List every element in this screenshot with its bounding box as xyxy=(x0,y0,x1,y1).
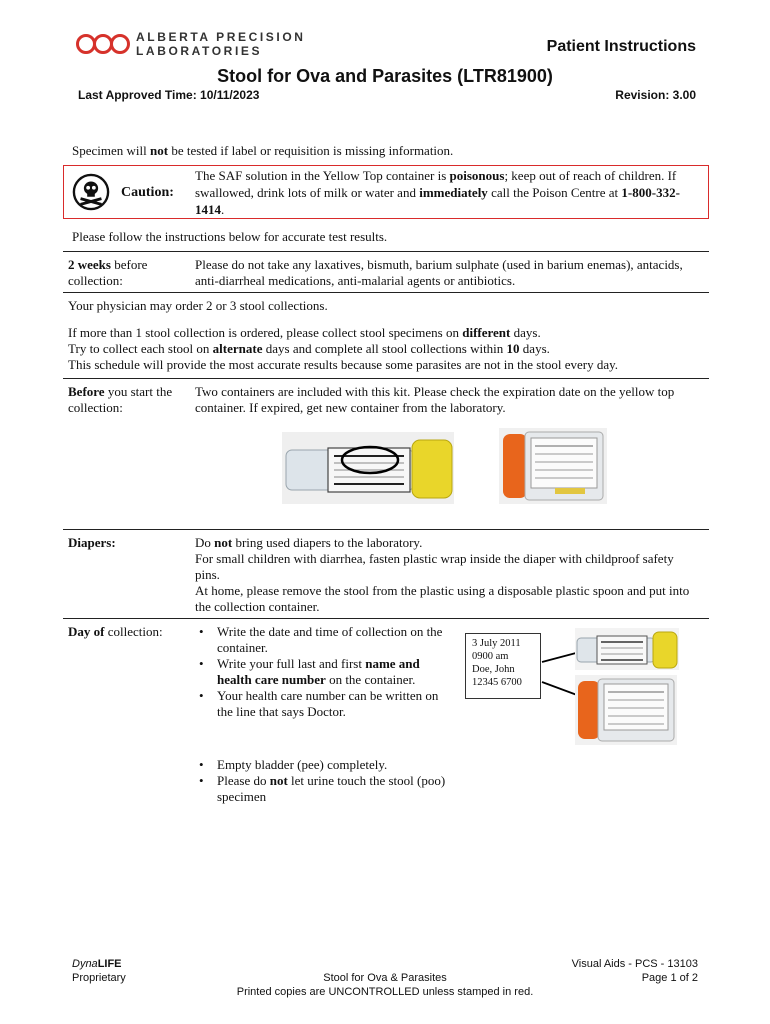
logo-line-2: LABORATORIES xyxy=(136,44,263,58)
page-title: Stool for Ova and Parasites (LTR81900) xyxy=(217,66,553,86)
day-of-steps xyxy=(195,624,457,720)
skull-crossbones-icon xyxy=(72,173,110,211)
label-example-callout: 3 July 2011 0900 am Doe, John 12345 6700 xyxy=(465,633,541,699)
yellow-top-tube-image xyxy=(282,432,454,504)
follow-instructions: Please follow the instructions below for accurate test results. xyxy=(72,229,388,244)
logo-line-1: ALBERTA PRECISION xyxy=(136,30,306,44)
physician-note: Your physician may order 2 or 3 stool collections. xyxy=(68,298,328,313)
list-item: • Please do not let urine touch the stool (poo) specimen xyxy=(195,773,457,805)
list-item: • Write the date and time of collection on the container. xyxy=(195,624,457,656)
schedule-text: If more than 1 stool collection is ordered, please collect stool specimens on different days. Try to collect each stool on alternate days and complete all stool collections within 10 days. This schedule will provide the most accurate results because some parasites are not in the stool every day. xyxy=(68,325,619,372)
logo-rings-icon xyxy=(76,34,130,54)
divider xyxy=(63,378,709,379)
before-text: Two containers are included with this kit. Please check the expiration date on the yellow top container. If expired, get new container from the laboratory. xyxy=(195,384,675,415)
labelled-container-image xyxy=(575,675,677,745)
caution-text: The SAF solution in the Yellow Top container is poisonous; keep out of reach of children. If swallowed, drink lots of milk or water and immediately call the Poison Centre at 1-800-332-1414. xyxy=(195,168,680,217)
list-item: • Write your full last and first name and health care number on the container. xyxy=(195,656,457,688)
before-label: Before you start the collection: xyxy=(68,384,173,415)
two-weeks-text: Please do not take any laxatives, bismuth, barium sulphate (used in barium enemas), antacids, anti-diarrheal medications, anti-malarial agents or antibiotics. xyxy=(195,257,683,288)
orange-top-container-image xyxy=(499,428,607,504)
revision: Revision: 3.00 xyxy=(615,88,696,102)
approved-time: Last Approved Time: 10/11/2023 xyxy=(78,88,260,102)
footer-center: Stool for Ova & Parasites Printed copies are UNCONTROLLED unless stamped in red. xyxy=(236,972,534,998)
list-item: • Your health care number can be written on the line that says Doctor. xyxy=(195,688,457,720)
diapers-label: Diapers: xyxy=(68,535,116,550)
footer-left: DynaLIFE Proprietary xyxy=(72,958,126,984)
labelled-tube-image xyxy=(575,628,679,670)
apl-logo xyxy=(76,30,316,58)
caution-box xyxy=(63,165,709,219)
caution-label: Caution: xyxy=(121,185,174,200)
list-item: • Empty bladder (pee) completely. xyxy=(195,757,457,773)
divider xyxy=(63,292,709,293)
divider xyxy=(63,618,709,619)
day-of-label: Day of collection: xyxy=(68,624,163,639)
divider xyxy=(63,529,709,530)
diapers-text: Do not bring used diapers to the laboratory. For small children with diarrhea, fasten plastic wrap inside the diaper with childproof safety pins. At home, please remove the stool from the plastic using a disposable plastic spoon and put into the collection container. xyxy=(195,535,690,614)
missing-info-notice: Specimen will not be tested if label or requisition is missing information. xyxy=(72,143,454,158)
divider xyxy=(63,251,709,252)
footer-right: Visual Aids - PCS - 13103 Page 1 of 2 xyxy=(571,958,698,984)
bladder-steps xyxy=(195,757,457,805)
doc-type: Patient Instructions xyxy=(546,38,696,55)
two-weeks-label: 2 weeks before collection: xyxy=(68,257,148,288)
